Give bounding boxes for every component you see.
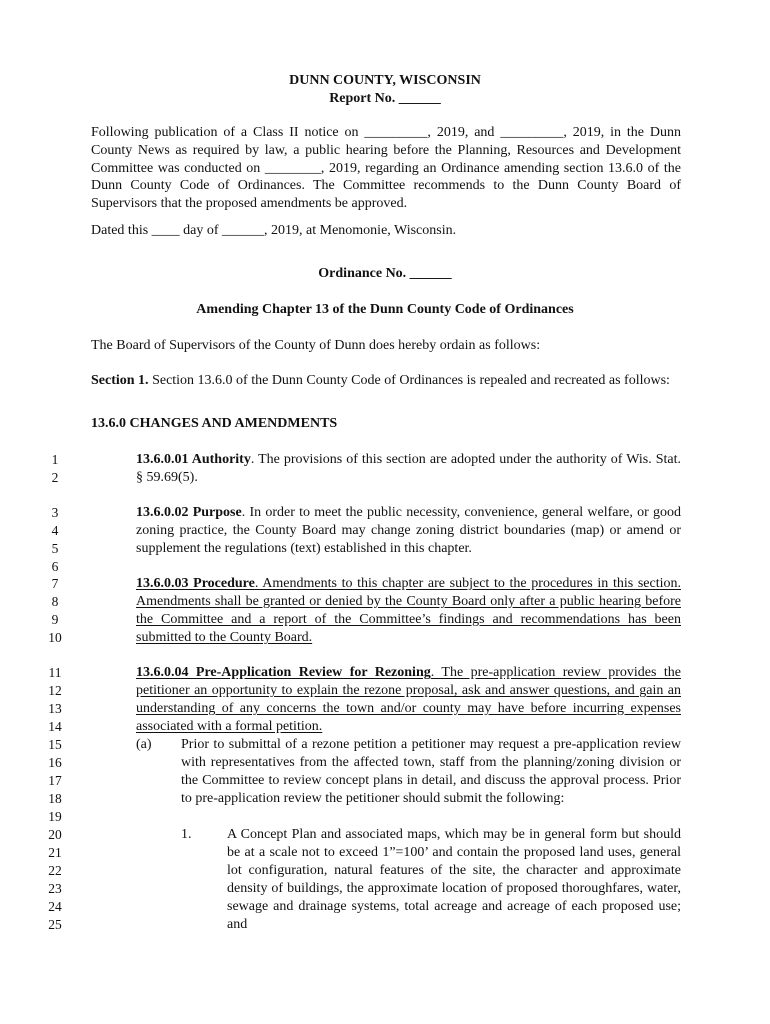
line-number: 9 (51, 612, 59, 627)
section-preapplication (136, 664, 681, 736)
procedure-text: . Amendments to this chapter are subject to the procedures in this section. Amendments shall be granted or denied by the County Board only after a public hearing before the Committee and a report of the Committee’s findings and recommendations has been submitted to the County Board. (136, 576, 681, 645)
item-1-text: A Concept Plan and associated maps, which may be in general form but should be at a scale not to exceed 1”=100’ and contain the proposed land uses, general lot configuration, natural features of the site, the character and approximate density of buildings, the approximate location of proposed thoroughfares, water, sewage and drainage systems, total acreage and acreage of each proposed use; and (227, 827, 681, 932)
section-1-label: Section 1. (91, 373, 149, 388)
line-number: 20 (48, 827, 62, 842)
line-number: 4 (51, 523, 59, 538)
line-number: 14 (48, 719, 62, 734)
line-number: 1 (51, 452, 59, 467)
preapp-title: 13.6.0.04 Pre-Application Review for Rezoning (136, 665, 431, 680)
line-number: 21 (48, 845, 62, 860)
line-number: 23 (48, 881, 62, 896)
chapter-heading: 13.6.0 CHANGES AND AMENDMENTS (91, 416, 338, 431)
section-procedure (136, 575, 681, 647)
report-number: Report No. ______ (329, 91, 441, 106)
ordinance-title: Amending Chapter 13 of the Dunn County Code of Ordinances (196, 302, 574, 317)
line-number: 17 (48, 773, 62, 788)
line-number: 16 (48, 755, 62, 770)
line-number: 10 (48, 630, 62, 645)
purpose-text: . In order to meet the public necessity, convenience, general welfare, or good zoning practice, the County Board may change zoning district boundaries (map) or amend or supplement the regulations (text) established in this chapter. (136, 505, 681, 556)
section-authority (136, 451, 681, 487)
line-number: 8 (51, 594, 59, 609)
item-1-label: 1. (181, 827, 192, 842)
section-1-paragraph (91, 372, 681, 390)
line-number: 6 (51, 559, 59, 574)
line-number: 3 (51, 505, 59, 520)
subsection-a-label: (a) (136, 737, 152, 752)
preapp-text: . The pre-application review provides the petitioner an opportunity to explain the rezone proposal, ask and answer questions, and gain an understanding of any concerns the town and/or county may have before incurring expenses associated with a formal petition. (136, 665, 681, 734)
authority-title: 13.6.0.01 Authority (136, 452, 251, 467)
line-number: 19 (48, 809, 62, 824)
county-title: DUNN COUNTY, WISCONSIN (289, 73, 481, 88)
line-number: 18 (48, 791, 62, 806)
line-number: 24 (48, 899, 62, 914)
dated-line: Dated this ____ day of ______, 2019, at Menomonie, Wisconsin. (91, 223, 457, 238)
line-number: 11 (48, 665, 62, 680)
procedure-title: 13.6.0.03 Procedure (136, 576, 255, 591)
ordinance-number: Ordinance No. ______ (318, 266, 452, 281)
section-purpose (136, 504, 681, 558)
purpose-title: 13.6.0.02 Purpose (136, 505, 242, 520)
line-number: 5 (51, 541, 59, 556)
line-number: 22 (48, 863, 62, 878)
authority-text: . The provisions of this section are adopted under the authority of Wis. Stat. § 59.69(5). (136, 452, 681, 485)
line-number: 2 (51, 470, 59, 485)
section-1-text: Section 13.6.0 of the Dunn County Code of Ordinances is repealed and recreated as follows: (148, 373, 670, 388)
publication-paragraph: Following publication of a Class II notice on _________, 2019, and _________, 2019, in the Dunn County News as required by law, a public hearing before the Planning, Resources and Development Committee was conducted on ________, 2019, regarding an Ordinance amending section 13.6.0 of the Dunn County Code of Ordinances. The Committee recommends to the Dunn County Board of Supervisors that the proposed amendments be approved. (91, 125, 681, 212)
line-number: 7 (51, 576, 59, 591)
line-number: 25 (48, 917, 62, 932)
line-number: 15 (48, 737, 62, 752)
line-number: 12 (48, 683, 62, 698)
line-number: 13 (48, 701, 62, 716)
ordain-statement: The Board of Supervisors of the County of Dunn does hereby ordain as follows: (91, 338, 541, 353)
subsection-a-text: Prior to submittal of a rezone petition a petitioner may request a pre-application review with representatives from the affected town, staff from the planning/zoning division or the Committee to review concept plans in detail, and discuss the approval process. Prior to pre-application review the petitioner should submit the following: (181, 737, 681, 806)
